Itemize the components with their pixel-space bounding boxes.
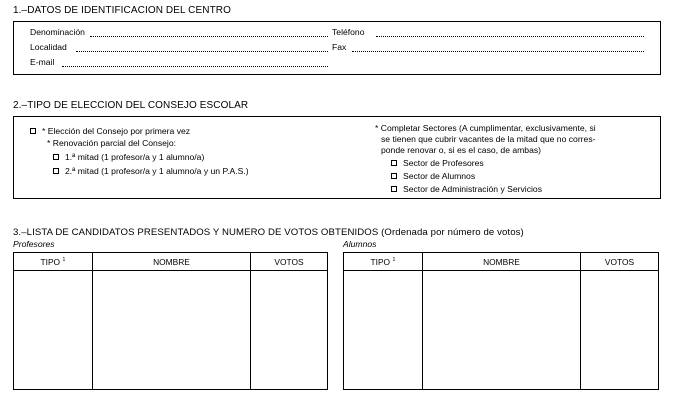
mitad1-option[interactable]: [53, 152, 204, 163]
fax-label: Fax: [332, 42, 347, 52]
telefono-label: Teléfono: [332, 27, 365, 37]
table-body-row: [14, 271, 328, 390]
section3-title: 3.–LISTA DE CANDIDATOS PRESENTADOS Y NUMERO DE VOTOS OBTENIDOS (Ordenada por número de votos): [13, 227, 524, 238]
identification-box: [13, 21, 661, 75]
telefono-field[interactable]: [376, 36, 644, 37]
mitad1-label: 1.ª mitad (1 profesor/a y 1 alumno/a): [65, 152, 205, 162]
profesores-label: Profesores: [13, 239, 55, 249]
email-field[interactable]: [62, 66, 328, 67]
section2-title: 2.–TIPO DE ELECCION DEL CONSEJO ESCOLAR: [13, 100, 249, 111]
checkbox-icon[interactable]: [391, 160, 397, 166]
sector-admin-label: Sector de Administración y Servicios: [403, 184, 542, 194]
col-nombre-header: NOMBRE: [423, 253, 581, 271]
alumnos-table: [343, 252, 659, 390]
sector-profesores-option[interactable]: [391, 158, 484, 169]
col-tipo-header: TIPO $^1$: [344, 253, 423, 271]
election-type-box: [13, 116, 661, 199]
votos-cell[interactable]: [251, 271, 328, 390]
nombre-cell[interactable]: [93, 271, 251, 390]
email-label: E-mail: [30, 57, 55, 67]
primera-vez-option[interactable]: [30, 126, 190, 137]
section1-title: 1.–DATOS DE IDENTIFICACION DEL CENTRO: [13, 5, 231, 16]
checkbox-icon[interactable]: [53, 168, 59, 174]
alumnos-label: Alumnos: [343, 239, 377, 249]
nombre-cell[interactable]: [423, 271, 581, 390]
mitad2-label: 2.ª mitad (1 profesor/a y 1 alumno/a y un P.A.S.): [65, 166, 249, 176]
col-nombre-header: NOMBRE: [93, 253, 251, 271]
table-header-row: [344, 253, 659, 271]
tipo-cell[interactable]: [344, 271, 423, 390]
tipo-cell[interactable]: [14, 271, 93, 390]
table-header-row: [14, 253, 328, 271]
sector-admin-option[interactable]: [391, 184, 542, 195]
localidad-label: Localidad: [30, 42, 67, 52]
table-body-row: [344, 271, 659, 390]
sector-profesores-label: Sector de Profesores: [403, 158, 484, 168]
completar-line-2: se tienen que cubrir vacantes de la mitad que no corres-: [381, 134, 596, 144]
sector-alumnos-option[interactable]: [391, 171, 475, 182]
localidad-field[interactable]: [76, 51, 328, 52]
checkbox-icon[interactable]: [391, 186, 397, 192]
renovacion-label: * Renovación parcial del Consejo:: [47, 138, 176, 148]
checkbox-icon[interactable]: [53, 154, 59, 160]
checkbox-icon[interactable]: [391, 173, 397, 179]
sector-alumnos-label: Sector de Alumnos: [403, 171, 476, 181]
checkbox-icon[interactable]: [30, 128, 36, 134]
profesores-table: [13, 252, 328, 390]
completar-line-1: * Completar Sectores (A cumplimentar, exclusivamente, si: [375, 123, 596, 133]
denominacion-label: Denominación: [30, 27, 85, 37]
col-tipo-header: TIPO $^1$: [14, 253, 93, 271]
primera-vez-label: * Elección del Consejo por primera vez: [42, 126, 191, 136]
col-votos-header: VOTOS: [581, 253, 659, 271]
votos-cell[interactable]: [581, 271, 659, 390]
col-votos-header: VOTOS: [251, 253, 328, 271]
fax-field[interactable]: [352, 51, 644, 52]
completar-line-3: ponde renovar o, si es el caso, de ambas): [381, 145, 542, 155]
denominacion-field[interactable]: [90, 36, 328, 37]
mitad2-option[interactable]: [53, 166, 249, 177]
